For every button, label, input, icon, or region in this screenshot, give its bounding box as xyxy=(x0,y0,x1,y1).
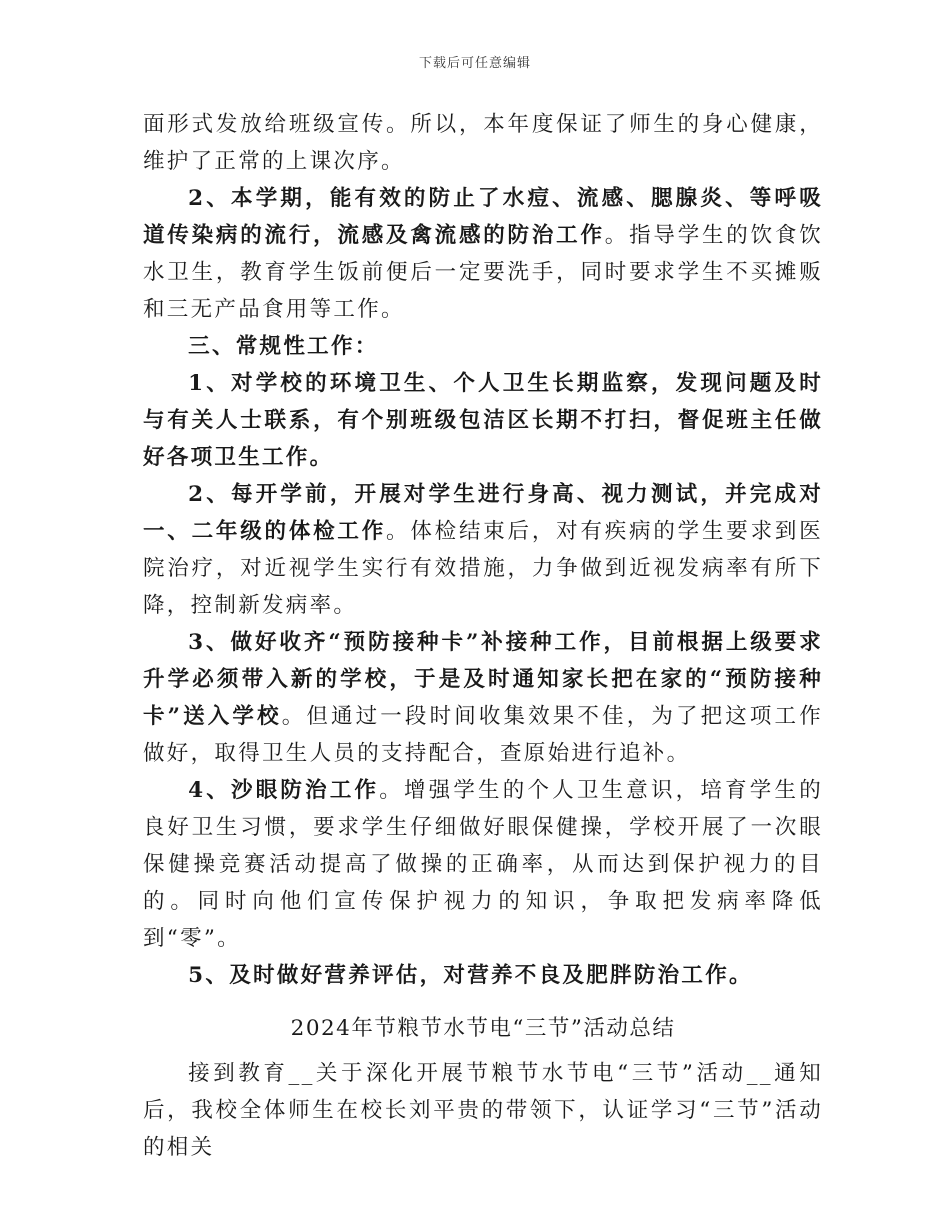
paragraph-item-2-rest: 。体检结束后，对有疾病的学生要求到医院治疗，对近视学生实行有效措施，力争做到近视发病率有所下降，控制新发病率。 xyxy=(143,519,823,618)
paragraph-item-3 xyxy=(143,624,823,772)
document-body xyxy=(143,106,823,1166)
page-header: 下载后可任意编辑 xyxy=(418,56,531,71)
paragraph-intro: 接到教育__关于深化开展节粮节水节电“三节”活动__通知后，我校全体师生在校长刘平贵的带领下，认证学习“三节”活动的相关 xyxy=(143,1061,823,1160)
paragraph-item-5: 5、及时做好营养评估，对营养不良及肥胖防治工作。 xyxy=(188,963,753,988)
paragraph-item-1: 1、对学校的环境卫生、个人卫生长期监察，发现问题及时与有关人士联系，有个别班级包洁区长期不打扫，督促班主任做好各项卫生工作。 xyxy=(143,371,823,470)
paragraph-item-3-rest: 。但通过一段时间收集效果不佳，为了把这项工作做好，取得卫生人员的支持配合，查原始进行追补。 xyxy=(143,704,823,766)
paragraph-item-2-bold: 2、每开学前，开展对学生进行身高、视力测试，并完成对一、二年级的体检工作 xyxy=(143,482,823,544)
paragraph-item-2 xyxy=(143,476,823,624)
section-heading-routine: 三、常规性工作： xyxy=(188,334,379,359)
paragraph-2-rest: 。指导学生的饮食饮水卫生，教育学生饭前便后一定要洗手，同时要求学生不买摊贩和三无产品食用等工作。 xyxy=(143,223,824,322)
paragraph-item-4 xyxy=(143,772,823,957)
paragraph-item-3-bold: 3、做好收齐“预防接种卡”补接种工作，目前根据上级要求升学必须带入新的学校，于是及时通知家长把在家的“预防接种卡”送入学校 xyxy=(143,630,823,729)
document-title: 2024年节粮节水节电“三节”活动总结 xyxy=(290,1016,676,1041)
paragraph-item-4-bold: 4、沙眼防治工作 xyxy=(188,778,380,803)
paragraph-2-bold: 2、本学期，能有效的防止了水痘、流感、腮腺炎、等呼吸道传染病的流行，流感及禽流感的防治工作 xyxy=(143,186,823,248)
paragraph-2 xyxy=(143,180,823,328)
paragraph-item-4-rest: 。增强学生的个人卫生意识，培育学生的良好卫生习惯，要求学生仔细做好眼保健操，学校开展了一次眼保健操竞赛活动提高了做操的正确率，从而达到保护视力的目的。同时向他们宣传保护视力的知识，争取把发病率降低到“零”。 xyxy=(143,778,823,951)
paragraph-1: 面形式发放给班级宣传。所以，本年度保证了师生的身心健康，维护了正常的上课次序。 xyxy=(143,112,823,174)
